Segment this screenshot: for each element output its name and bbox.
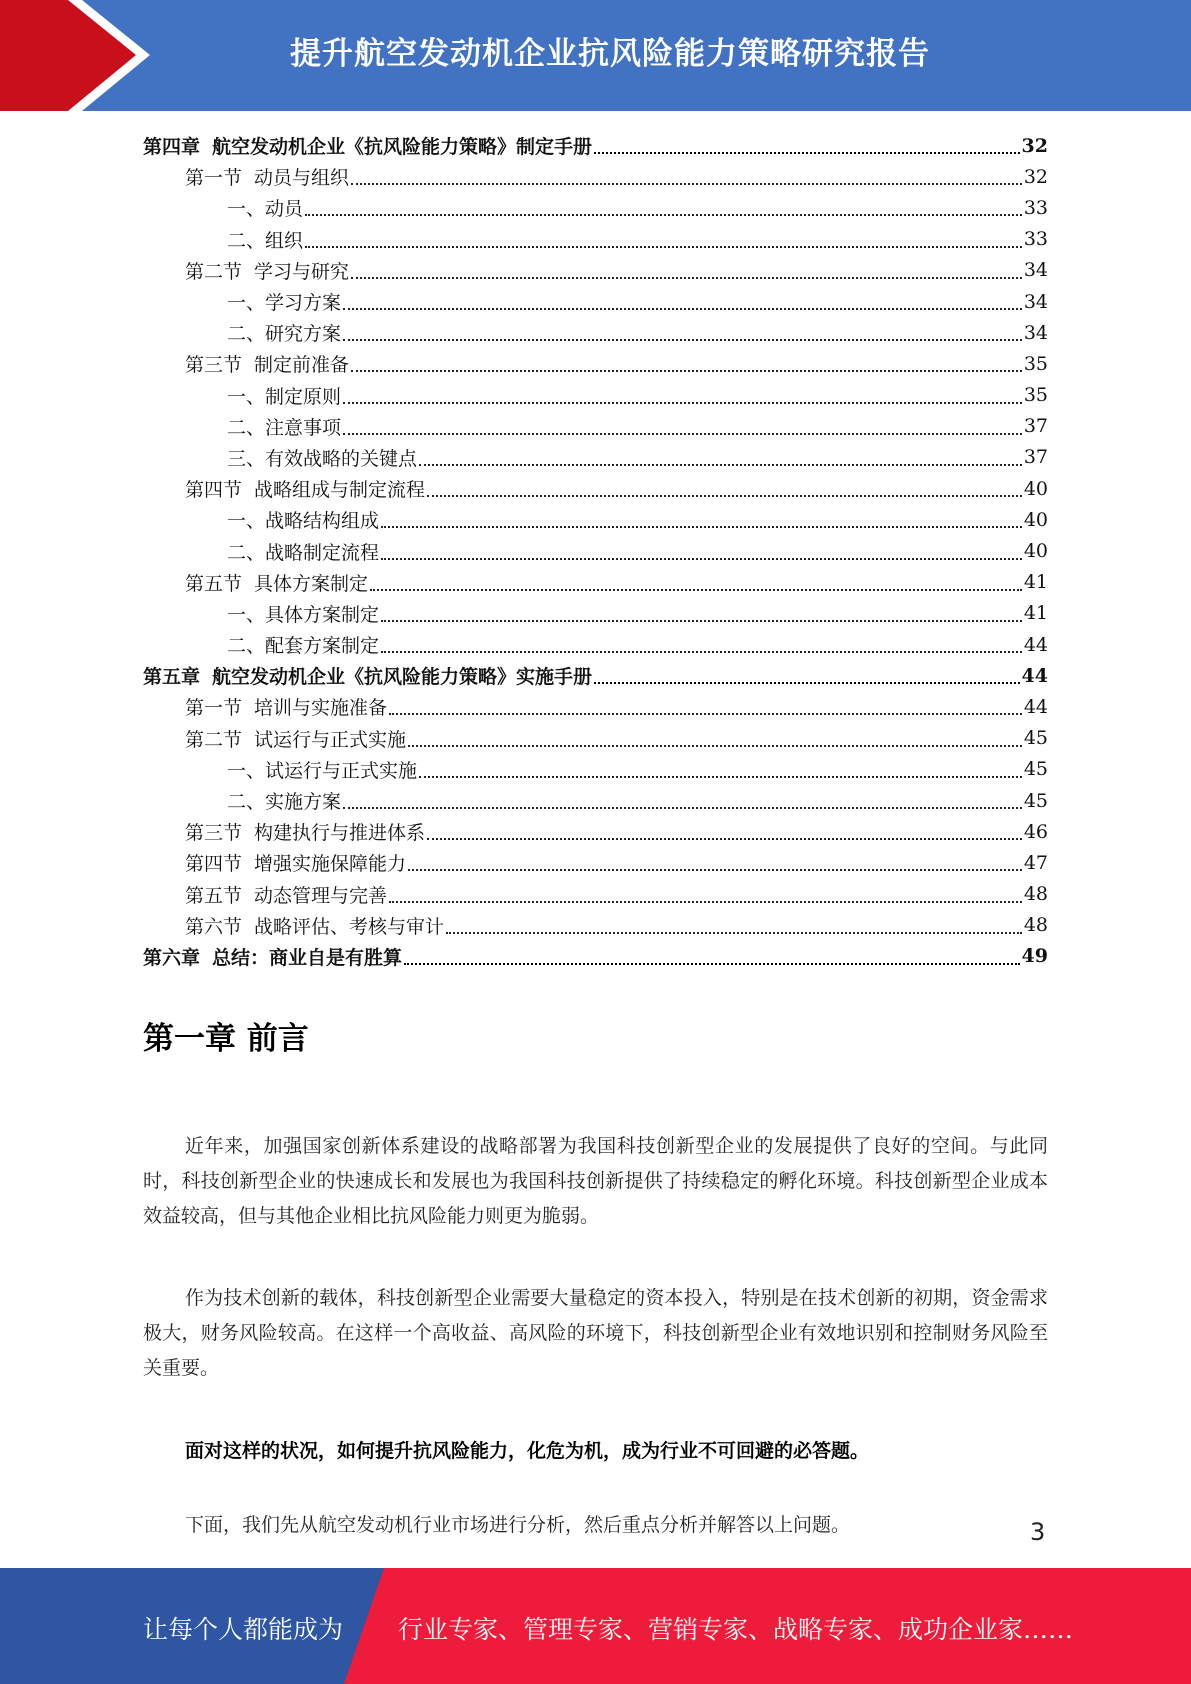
- toc-entry-text: 增强实施保障能力: [254, 853, 407, 876]
- toc-entry-text: 培训与实施准备: [254, 697, 388, 720]
- toc-entry-text: 制定前准备: [254, 354, 350, 377]
- toc-entry-text: 一、试运行与正式实施: [227, 759, 418, 782]
- toc-entry-label: [143, 943, 402, 970]
- toc-entry-text: 一、具体方案制定: [227, 603, 380, 626]
- toc-entry-text: 战略组成与制定流程: [254, 479, 426, 502]
- toc-entry-number: 第一节: [185, 697, 243, 720]
- toc-entry-label: [227, 288, 341, 315]
- toc-leader-dots: [381, 632, 1022, 653]
- toc-leader-dots: [446, 913, 1022, 934]
- table-of-contents: [143, 130, 1048, 972]
- toc-leader-dots: [305, 195, 1022, 216]
- toc-entry-label: [227, 226, 303, 253]
- toc-entry[interactable]: [143, 629, 1048, 660]
- toc-entry-label: [227, 600, 379, 627]
- toc-entry-label: [185, 475, 425, 502]
- toc-entry-text: 二、战略制定流程: [227, 541, 380, 564]
- toc-entry-label: [227, 787, 341, 814]
- toc-entry-label: [227, 506, 379, 533]
- toc-entry[interactable]: [143, 442, 1048, 473]
- chapter-heading: 第一章 前言: [143, 1021, 309, 1057]
- toc-leader-dots: [408, 850, 1022, 871]
- toc-entry-label: [227, 319, 341, 346]
- toc-entry-text: 二、注意事项: [227, 416, 342, 439]
- toc-entry-number: 第六节: [185, 915, 243, 938]
- toc-entry-label: [185, 350, 349, 377]
- toc-entry-page: 33: [1023, 228, 1048, 251]
- toc-entry-label: [185, 569, 368, 596]
- toc-entry[interactable]: [143, 411, 1048, 442]
- footer-slogan-left: 让每个人都能成为: [143, 1615, 344, 1644]
- toc-entry-number: 第五节: [185, 572, 243, 595]
- toc-entry-text: 二、配套方案制定: [227, 635, 380, 658]
- toc-leader-dots: [305, 227, 1022, 248]
- toc-entry-text: 试运行与正式实施: [254, 728, 407, 751]
- toc-entry[interactable]: [143, 879, 1048, 910]
- toc-entry-page: 48: [1023, 914, 1048, 937]
- toc-entry-page: 34: [1023, 290, 1048, 313]
- toc-entry-number: 第二节: [185, 728, 243, 751]
- toc-leader-dots: [389, 694, 1022, 715]
- toc-leader-dots: [351, 164, 1022, 185]
- toc-entry-number: 第四节: [185, 479, 243, 502]
- header-chevron-icon: [0, 0, 136, 111]
- page-number: 3: [1030, 1518, 1046, 1546]
- toc-entry[interactable]: [143, 567, 1048, 598]
- toc-entry[interactable]: [143, 286, 1048, 317]
- toc-entry-text: 三、有效战略的关键点: [227, 447, 418, 470]
- toc-entry-label: [227, 444, 417, 471]
- toc-entry-label: [185, 849, 406, 876]
- toc-entry[interactable]: [143, 161, 1048, 192]
- toc-entry-text: 一、战略结构组成: [227, 510, 380, 533]
- toc-entry-page: 34: [1023, 321, 1048, 344]
- toc-entry-text: 具体方案制定: [254, 572, 369, 595]
- toc-leader-dots: [408, 726, 1022, 747]
- toc-entry[interactable]: [143, 785, 1048, 816]
- toc-entry-number: 第三节: [185, 822, 243, 845]
- toc-entry-page: 40: [1023, 477, 1048, 500]
- toc-entry-label: [143, 662, 592, 689]
- toc-entry-label: [185, 881, 387, 908]
- toc-entry-number: 第一节: [185, 167, 243, 190]
- footer-slogan-right: 行业专家、管理专家、营销专家、战略专家、成功企业家……: [398, 1615, 1074, 1644]
- toc-entry-page: 44: [1023, 695, 1048, 718]
- toc-entry-label: [143, 132, 592, 159]
- paragraph-2: 作为技术创新的载体，科技创新型企业需要大量稳定的资本投入，特别是在技术创新的初期，资金需求极大，财务风险较高。在这样一个高收益、高风险的环境下，科技创新型企业有效地识别和控制财务风险至关重要。: [143, 1287, 1048, 1379]
- toc-entry-text: 二、组织: [227, 229, 304, 252]
- toc-entry-page: 32: [1021, 134, 1048, 157]
- report-title: 提升航空发动机企业抗风险能力策略研究报告: [290, 36, 930, 72]
- paragraph-4: 下面，我们先从航空发动机行业市场进行分析，然后重点分析并解答以上问题。: [185, 1514, 851, 1536]
- toc-entry-page: 41: [1023, 571, 1048, 594]
- toc-entry-page: 47: [1023, 851, 1048, 874]
- toc-entry[interactable]: [143, 348, 1048, 379]
- toc-entry-text: 航空发动机企业《抗风险能力策略》制定手册: [212, 136, 593, 159]
- toc-entry-text: 战略评估、考核与审计: [254, 915, 445, 938]
- toc-entry[interactable]: [143, 535, 1048, 566]
- toc-entry-label: [185, 818, 425, 845]
- toc-leader-dots: [351, 351, 1022, 372]
- toc-entry-page: 35: [1023, 352, 1048, 375]
- toc-entry[interactable]: [143, 224, 1048, 255]
- toc-leader-dots: [419, 445, 1022, 466]
- toc-entry-page: 45: [1023, 789, 1048, 812]
- toc-entry-label: [227, 756, 417, 783]
- toc-entry[interactable]: [143, 723, 1048, 754]
- toc-entry[interactable]: [143, 255, 1048, 286]
- paragraph-3-emphasis: 面对这样的状况，如何提升抗风险能力，化危为机，成为行业不可回避的必答题。: [185, 1440, 870, 1462]
- toc-entry[interactable]: [143, 192, 1048, 223]
- toc-entry-page: 32: [1023, 165, 1048, 188]
- paragraph-1: 近年来，加强国家创新体系建设的战略部署为我国科技创新型企业的发展提供了良好的空间。与此同时，科技创新型企业的快速成长和发展也为我国科技创新提供了持续稳定的孵化环境。科技创新型企业成本效益较高，但与其他企业相比抗风险能力则更为脆弱。: [143, 1135, 1048, 1227]
- toc-entry-page: 49: [1021, 945, 1048, 968]
- toc-entry-label: [185, 257, 349, 284]
- toc-entry[interactable]: [143, 754, 1048, 785]
- toc-leader-dots: [343, 383, 1022, 404]
- toc-entry-text: 一、学习方案: [227, 292, 342, 315]
- toc-leader-dots: [343, 320, 1022, 341]
- toc-entry-page: 40: [1023, 540, 1048, 563]
- toc-entry-number: 第二节: [185, 260, 243, 283]
- toc-entry-label: [227, 631, 379, 658]
- toc-entry-page: 41: [1023, 602, 1048, 625]
- toc-entry[interactable]: [143, 380, 1048, 411]
- toc-entry[interactable]: [143, 660, 1048, 691]
- toc-entry-page: 34: [1023, 259, 1048, 282]
- toc-entry-text: 构建执行与推进体系: [254, 822, 426, 845]
- toc-entry-text: 学习与研究: [254, 260, 350, 283]
- page-footer: [0, 1568, 1191, 1684]
- toc-entry-page: 44: [1023, 633, 1048, 656]
- toc-leader-dots: [389, 882, 1022, 903]
- toc-entry-text: 二、实施方案: [227, 791, 342, 814]
- toc-leader-dots: [427, 819, 1022, 840]
- toc-entry-label: [185, 912, 444, 939]
- toc-entry-text: 总结：商业自是有胜算: [212, 946, 403, 969]
- toc-entry-page: 35: [1023, 384, 1048, 407]
- toc-entry[interactable]: [143, 691, 1048, 722]
- toc-entry-page: 37: [1023, 446, 1048, 469]
- toc-leader-dots: [594, 133, 1020, 154]
- toc-entry-text: 一、制定原则: [227, 385, 342, 408]
- toc-entry-page: 40: [1023, 508, 1048, 531]
- toc-entry-page: 44: [1021, 664, 1048, 687]
- toc-entry[interactable]: [143, 910, 1048, 941]
- toc-entry-label: [185, 725, 406, 752]
- toc-entry-label: [227, 538, 379, 565]
- toc-leader-dots: [343, 788, 1022, 809]
- toc-leader-dots: [351, 258, 1022, 279]
- toc-leader-dots: [343, 289, 1022, 310]
- toc-entry-number: 第六章: [143, 946, 201, 969]
- toc-entry-text: 二、研究方案: [227, 323, 342, 346]
- toc-leader-dots: [594, 663, 1020, 684]
- toc-entry-page: 45: [1023, 758, 1048, 781]
- toc-entry-label: [185, 163, 349, 190]
- toc-entry-number: 第四节: [185, 853, 243, 876]
- toc-entry-text: 动员与组织: [254, 167, 350, 190]
- toc-entry-page: 37: [1023, 415, 1048, 438]
- page-header: [0, 0, 1191, 111]
- toc-entry-text: 航空发动机企业《抗风险能力策略》实施手册: [212, 666, 593, 689]
- toc-entry-text: 动态管理与完善: [254, 884, 388, 907]
- toc-entry[interactable]: [143, 130, 1048, 161]
- toc-entry-label: [227, 194, 303, 221]
- toc-entry-label: [227, 413, 341, 440]
- toc-entry[interactable]: [143, 598, 1048, 629]
- toc-entry-label: [227, 382, 341, 409]
- toc-entry-page: 48: [1023, 883, 1048, 906]
- toc-entry-number: 第四章: [143, 136, 201, 159]
- toc-entry[interactable]: [143, 847, 1048, 878]
- toc-leader-dots: [370, 570, 1022, 591]
- toc-entry-page: 33: [1023, 196, 1048, 219]
- toc-entry-number: 第五节: [185, 884, 243, 907]
- toc-entry-page: 46: [1023, 820, 1048, 843]
- toc-entry-number: 第五章: [143, 666, 201, 689]
- toc-entry[interactable]: [143, 816, 1048, 847]
- toc-entry[interactable]: [143, 473, 1048, 504]
- toc-leader-dots: [381, 539, 1022, 560]
- toc-entry[interactable]: [143, 317, 1048, 348]
- toc-leader-dots: [381, 601, 1022, 622]
- toc-leader-dots: [404, 944, 1020, 965]
- toc-leader-dots: [419, 757, 1022, 778]
- toc-entry[interactable]: [143, 504, 1048, 535]
- toc-entry-page: 45: [1023, 727, 1048, 750]
- toc-entry[interactable]: [143, 941, 1048, 972]
- toc-leader-dots: [427, 476, 1022, 497]
- toc-entry-text: 一、动员: [227, 198, 304, 221]
- toc-entry-label: [185, 693, 387, 720]
- toc-entry-number: 第三节: [185, 354, 243, 377]
- toc-leader-dots: [381, 507, 1022, 528]
- toc-leader-dots: [343, 414, 1022, 435]
